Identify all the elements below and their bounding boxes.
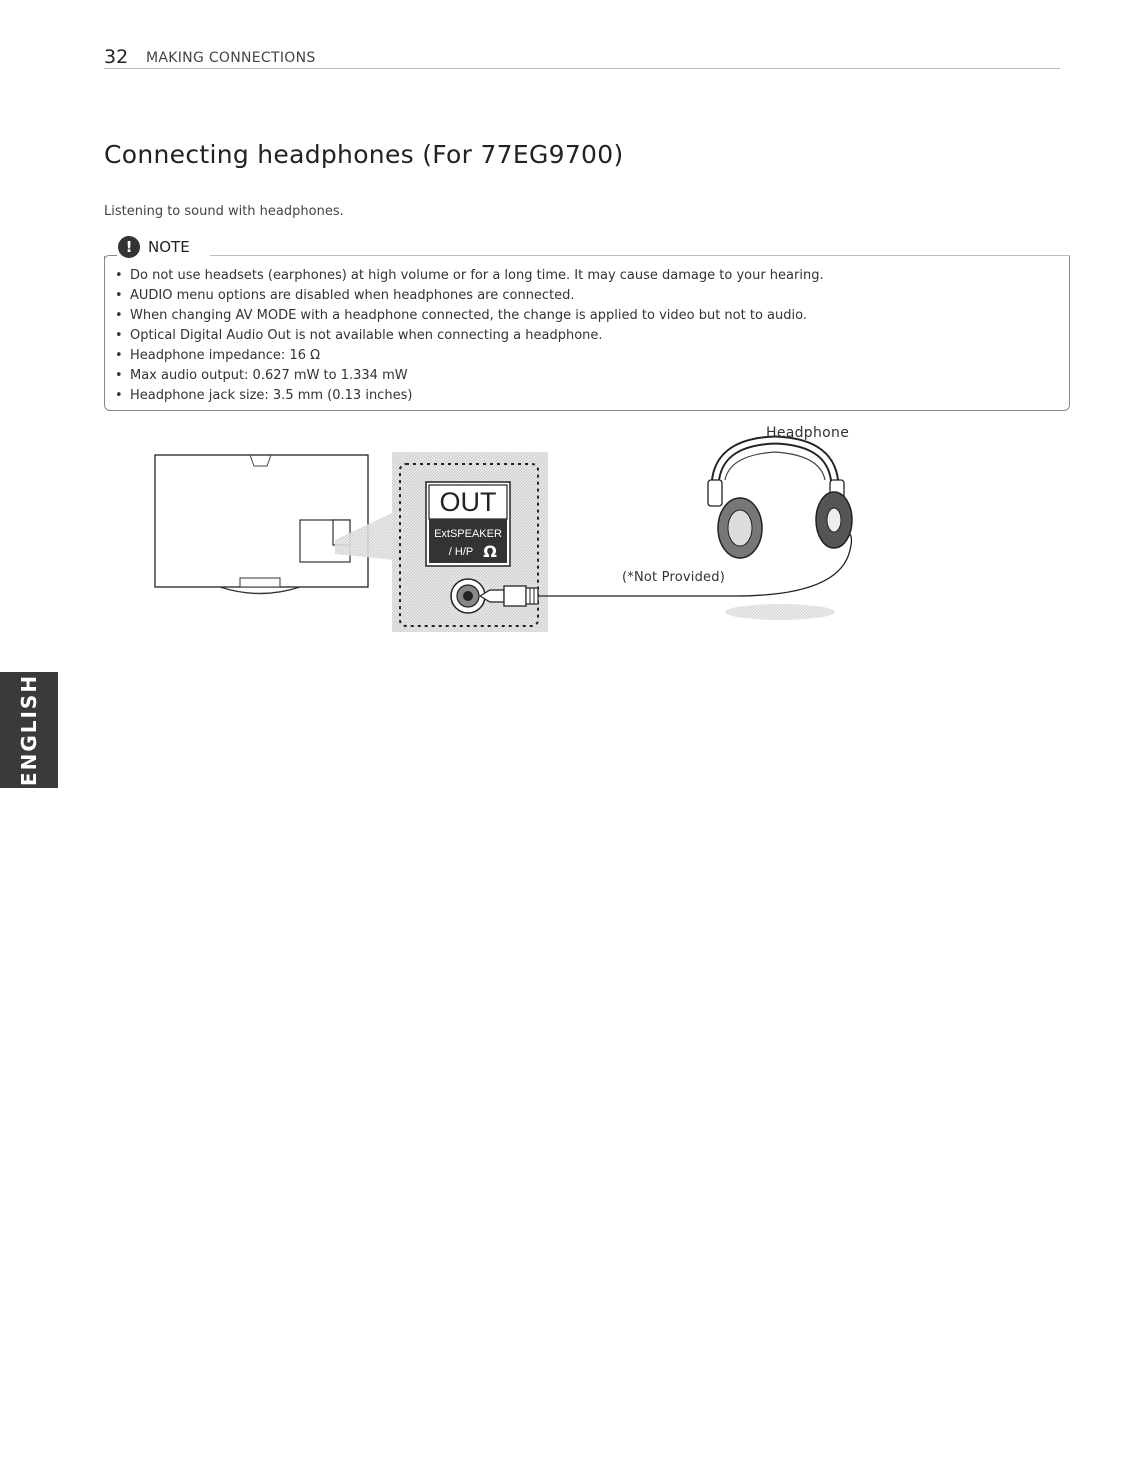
section-name: MAKING CONNECTIONS (146, 50, 316, 66)
headphone-symbol-icon: Ω (483, 542, 497, 561)
page-title: Connecting headphones (For 77EG9700) (104, 140, 624, 169)
port-label-line1: ExtSPEAKER (434, 528, 502, 540)
page-number: 32 (104, 46, 129, 68)
note-item: • Optical Digital Audio Out is not available when connecting a headphone. (112, 326, 824, 346)
language-label: ENGLISH (17, 673, 41, 787)
note-item: • Headphone jack size: 3.5 mm (0.13 inches) (112, 386, 824, 406)
intro-text: Listening to sound with headphones. (104, 204, 344, 219)
headphone-label: Headphone (766, 425, 850, 441)
note-item: • Max audio output: 0.627 mW to 1.334 mW (112, 366, 824, 386)
exclamation-icon: ! (118, 236, 140, 258)
note-item: • Do not use headsets (earphones) at high volume or for a long time. It may cause damage to your hearing. (112, 266, 824, 286)
page-header (104, 46, 1060, 69)
connection-diagram (150, 420, 880, 650)
note-item: • Headphone impedance: 16 Ω (112, 346, 824, 366)
not-provided-label: (*Not Provided) (622, 570, 725, 585)
note-item: • When changing AV MODE with a headphone connected, the change is applied to video but not to audio. (112, 306, 824, 326)
headphone-cable (538, 532, 851, 596)
port-closeup (392, 452, 548, 632)
language-tab (0, 672, 58, 788)
note-label: NOTE (148, 238, 190, 256)
tv-back-illustration (155, 455, 368, 594)
note-header (104, 236, 1070, 258)
port-label-line2: / H/P (448, 546, 474, 558)
port-title: OUT (439, 487, 497, 517)
note-list (112, 266, 824, 406)
note-item: • AUDIO menu options are disabled when headphones are connected. (112, 286, 824, 306)
